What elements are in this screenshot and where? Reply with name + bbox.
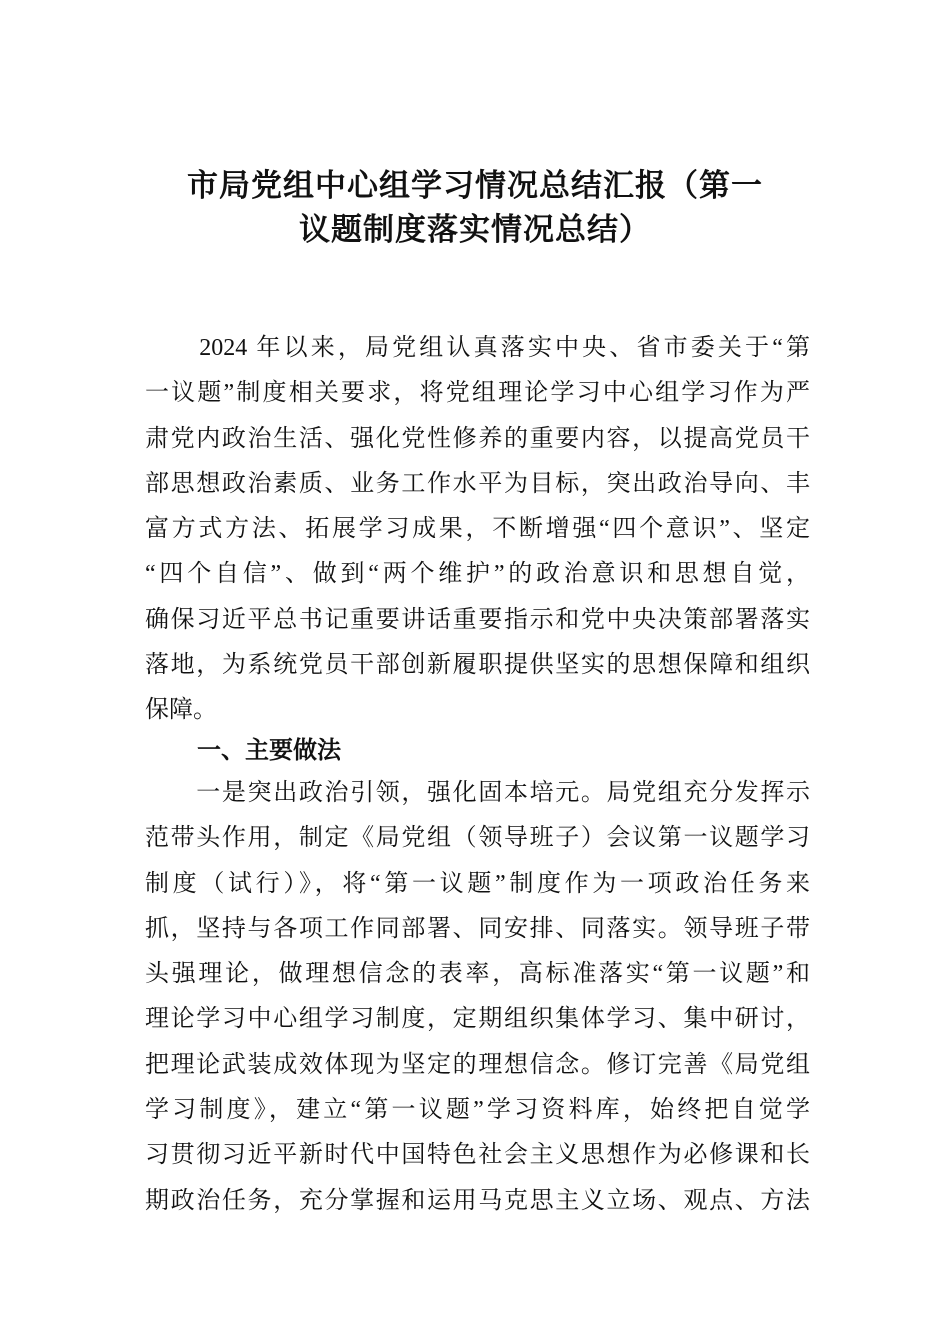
paragraph-line: 肃党内政治生活、强化党性修养的重要内容，以提高党员干 <box>145 425 810 452</box>
paragraph-line: 理论学习中心组学习制度，定期组织集体学习、集中研讨， <box>145 1006 810 1033</box>
intro-paragraph <box>145 326 810 734</box>
paragraph-line: 部思想政治素质、业务工作水平为目标，突出政治导向、丰 <box>145 470 810 497</box>
section-paragraph <box>145 771 810 1224</box>
paragraph-line: 一议题”制度相关要求，将党组理论学习中心组学习作为严 <box>145 380 810 407</box>
section-heading: 一、主要做法 <box>197 736 341 764</box>
document-title-line-2: 议题制度落实情况总结） <box>299 212 651 248</box>
paragraph-line: 抓，坚持与各项工作同部署、同安排、同落实。领导班子带 <box>145 915 810 942</box>
paragraph-line: 一是突出政治引领，强化固本培元。局党组充分发挥示 <box>145 780 810 806</box>
paragraph-line: 落地，为系统党员干部创新履职提供坚实的思想保障和组织 <box>145 652 810 679</box>
paragraph-line: 制度（试行）》，将“第一议题”制度作为一项政治任务来 <box>145 870 810 897</box>
paragraph-line: 习贯彻习近平新时代中国特色社会主义思想作为必修课和长 <box>145 1142 810 1169</box>
document-title-line-1: 市局党组中心组学习情况总结汇报（第一 <box>187 168 763 204</box>
paragraph-line: 把理论武装成效体现为坚定的理想信念。修订完善《局党组 <box>145 1051 810 1078</box>
paragraph-line: 期政治任务，充分掌握和运用马克思主义立场、观点、方法 <box>145 1187 810 1214</box>
paragraph-line: 确保习近平总书记重要讲话重要指示和党中央决策部署落实 <box>145 606 810 633</box>
paragraph-line: 范带头作用，制定《局党组（领导班子）会议第一议题学习 <box>145 825 810 852</box>
paragraph-line: 2024 年以来，局党组认真落实中央、省市委关于“第 <box>145 335 810 361</box>
paragraph-line: 学习制度》，建立“第一议题”学习资料库，始终把自觉学 <box>145 1097 810 1124</box>
paragraph-line: 富方式方法、拓展学习成果，不断增强“四个意识”、坚定 <box>145 516 810 543</box>
paragraph-line: 保障。 <box>145 697 217 724</box>
paragraph-line: 头强理论，做理想信念的表率，高标准落实“第一议题”和 <box>145 961 810 988</box>
paragraph-line: “四个自信”、做到“两个维护”的政治意识和思想自觉， <box>145 561 810 588</box>
